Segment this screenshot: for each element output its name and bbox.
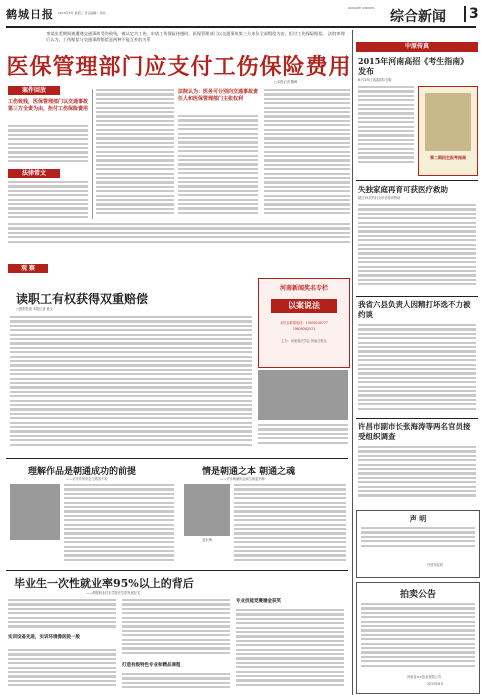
right-story1-sub: 6月25日起陆续出版 — [358, 78, 392, 82]
masthead-logo: 鹤城日报 — [6, 8, 54, 21]
story-bottom-col2-b — [122, 673, 230, 693]
story-profile-right-sub: ——访市朗诵协会副主席蓝东梅 — [220, 477, 265, 481]
right-story2-sub: 超过35岁的妇女申请再育特助 — [358, 196, 401, 200]
right-story1-headline: 2015年河南高招《考生指南》发布 — [358, 56, 469, 76]
profile-photo-right-caption: 蓝东梅 — [202, 538, 212, 542]
auction-box — [356, 582, 480, 694]
ad-phone-2: 19839262571 — [292, 327, 316, 331]
main-bottom-text — [8, 223, 350, 245]
tag-observation: 观 察 — [8, 264, 48, 273]
tag-legal-text: 法律常文 — [8, 169, 60, 178]
masthead-rule — [6, 26, 476, 28]
masthead-page-number: 3 — [464, 6, 479, 22]
right-story4-headline: 许昌市副市长张海涛等两名官员接受组织调查 — [358, 422, 471, 441]
guide-book-box — [418, 86, 478, 176]
main-col1-text-2 — [8, 181, 88, 221]
notice-title: 声 明 — [409, 515, 427, 523]
story-bottom-col3 — [236, 609, 344, 691]
right-story2-text — [358, 204, 476, 292]
main-col4-text — [264, 89, 350, 219]
ad-title: 河南新闻奖名专栏 — [279, 285, 328, 292]
story-profile-right — [180, 462, 348, 567]
story-bottom-col1-b — [8, 649, 116, 691]
ad-note: 主办：河南省法学会 河南日报社 — [281, 339, 327, 343]
right-story3-text — [358, 324, 476, 414]
column-ad-box — [258, 278, 350, 368]
masthead-section: 综合新闻 — [390, 9, 446, 25]
section-rule-2 — [6, 570, 348, 571]
story-profile-right-headline: 情是朝通之本 朝通之魂 — [202, 467, 296, 477]
right-story4-text — [358, 446, 476, 506]
story-profile-left-sub: ——访市作家协会主席蔡子哈 — [66, 477, 108, 481]
story-profile-left-text — [64, 484, 174, 564]
masthead-pinyin: ZONGHE XINWEN — [348, 6, 375, 10]
story-profile-right-text — [234, 484, 346, 564]
story-photo-text — [258, 424, 348, 450]
ad-badge: 以案说法 — [271, 299, 337, 313]
main-col1-text — [8, 125, 88, 165]
auction-text — [361, 603, 475, 673]
auction-company: 河南省××拍卖有限公司 — [407, 675, 442, 679]
story-bottom-sub: ——鹤壁职业技术学院医学院发展纪实 — [86, 591, 141, 595]
auction-title: 拍卖公告 — [399, 590, 436, 600]
masthead — [6, 4, 479, 26]
story-bottom-headline: 毕业生一次性就业率95%以上的背后 — [14, 577, 194, 590]
notice-text — [361, 527, 475, 557]
right-story2-headline: 失独家庭再育可获医疗救助 — [358, 185, 448, 194]
story-photo — [258, 370, 348, 420]
main-sub-mid: 法院认为：医务可分别向交通事故责任人和医保管理部门主张权利 — [178, 89, 259, 102]
story-bottom-subhead-3: 专业技能竞赛屡金获奖 — [236, 599, 281, 604]
story-compensation-byline: □摄影报道 本报记者 鹿文 — [16, 307, 53, 311]
story-compensation-text — [10, 316, 252, 454]
right-column — [356, 30, 478, 695]
column-divider — [92, 89, 93, 219]
main-story — [6, 31, 352, 283]
main-col3-text — [178, 115, 258, 219]
main-byline: □本报记者 魏峰 — [274, 80, 298, 84]
section-rule-1 — [6, 458, 348, 459]
right-rule-1 — [356, 180, 478, 181]
right-banner: 中原传真 — [356, 42, 478, 52]
auction-date: 2015年6月 — [427, 682, 444, 686]
masthead-date-line: 2015年6月 星期三 责任编辑：李丽 — [58, 11, 106, 15]
main-col2-text — [96, 89, 174, 219]
main-lead: 李某出差期间被遭遇交通事故受伤致残，被认定为工伤，申请工伤保险待遇时，医保管理部门以交通事故第三方来负全部赔偿为由，拒付工伤保险赔偿。 法院审理后认为，工伤赔偿与交通事故赔偿是两种不能互补的关系 — [46, 31, 345, 42]
notice-box — [356, 510, 480, 578]
guide-book-cover — [425, 93, 471, 151]
main-sub-left: 工伤致残，医保管理部门以交通事故第三方全责为由，拒付工伤保险费用 — [8, 99, 89, 112]
right-story3-headline: 我省六县负责人因精打坏选不力被约谈 — [358, 300, 471, 319]
story-profile-left — [6, 462, 176, 567]
story-compensation — [6, 276, 256, 456]
story-bottom-subhead-1: 实训设备先进，实训环境像医院一般 — [8, 635, 80, 640]
right-column-divider — [352, 30, 353, 695]
story-bottom-subhead-2: 打造有级特色专业和精品课程 — [122, 663, 181, 668]
guide-book-title: 第二期招生报考指南 — [430, 155, 466, 160]
profile-photo-right — [184, 484, 230, 536]
right-rule-3 — [356, 418, 478, 419]
profile-photo-left — [10, 484, 60, 540]
notice-signer: 许昌市政府 — [427, 563, 443, 567]
right-rule-2 — [356, 296, 478, 297]
right-story1-text — [358, 86, 414, 174]
story-bottom-col1 — [8, 599, 116, 633]
story-compensation-headline: 读职工有权获得双重赔偿 — [16, 292, 149, 306]
story-profile-left-headline: 理解作品是朝通成功的前提 — [28, 467, 137, 477]
main-headline: 医保管理部门应支付工伤保险费用 — [6, 54, 352, 80]
ad-phone-1: 本栏目联系电话：13939240777 — [280, 321, 328, 325]
story-bottom-col2 — [122, 599, 230, 659]
tag-case-review: 案件回放 — [8, 86, 60, 95]
story-bottom — [6, 573, 348, 695]
